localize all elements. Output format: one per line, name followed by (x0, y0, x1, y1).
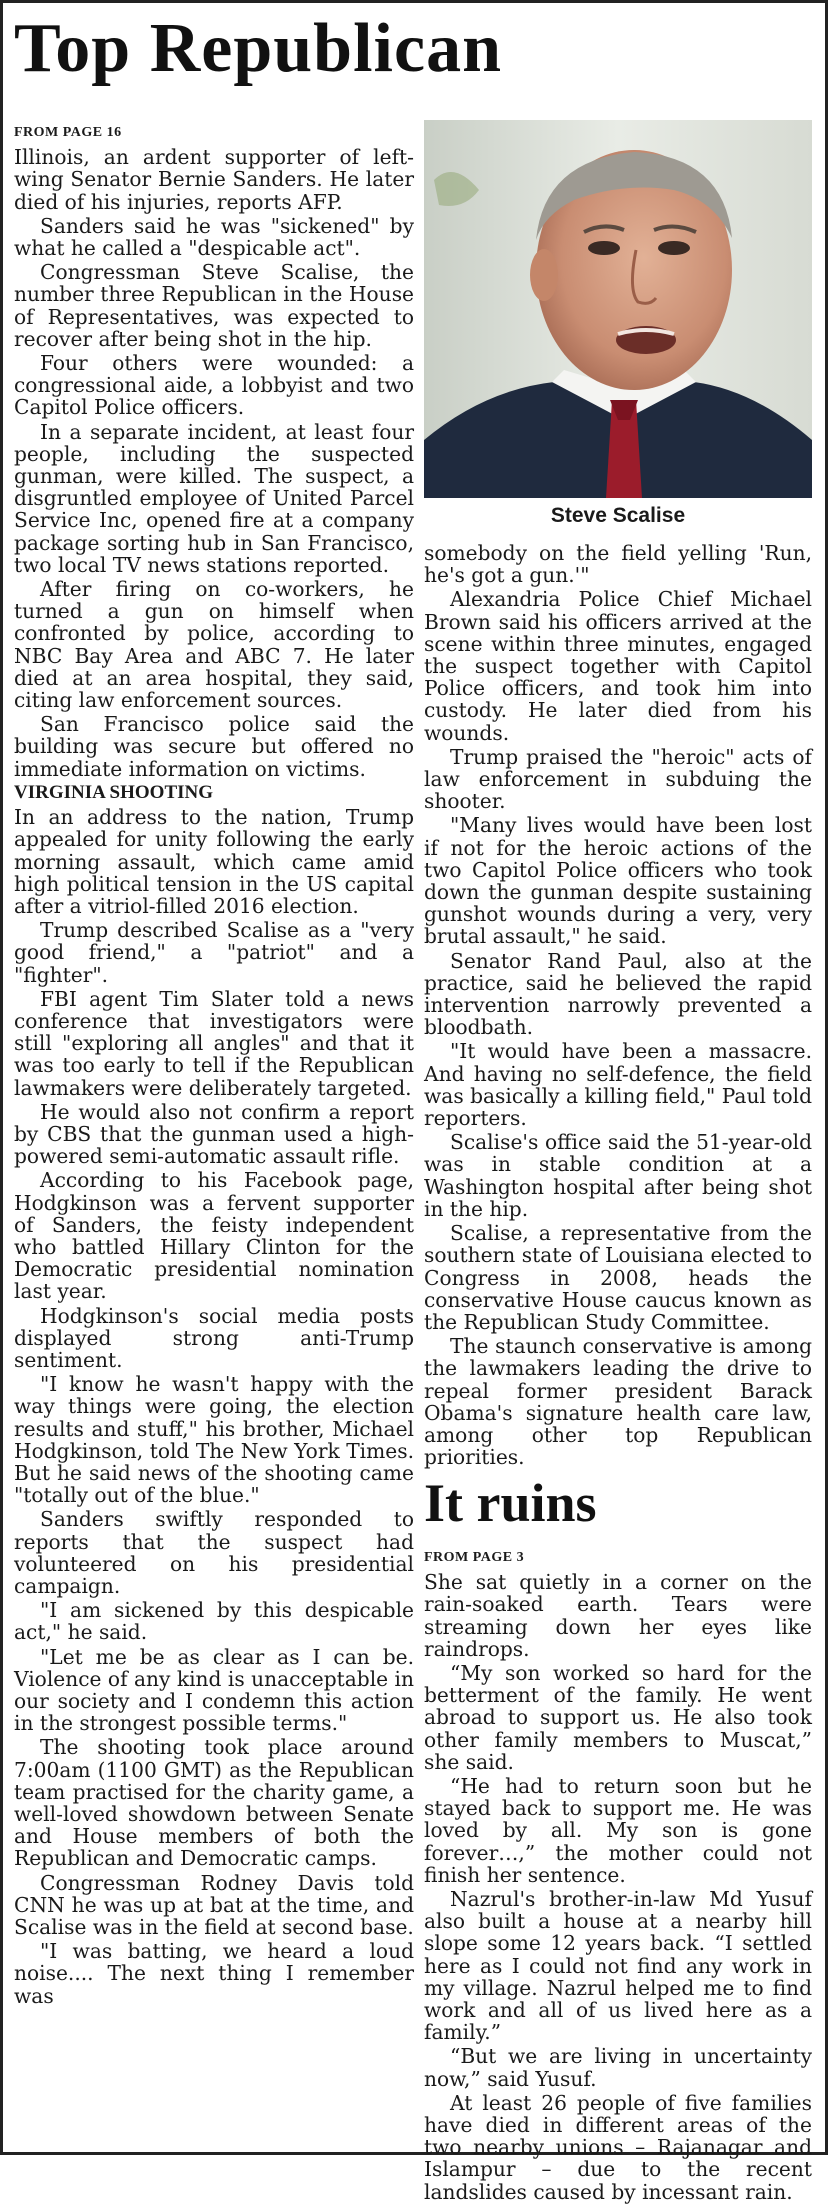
article-right-column (424, 542, 812, 1470)
paragraph: "It would have been a massacre. And having no self-defence, the field was basically a killing field," Paul told reporters. (424, 1039, 812, 1131)
paragraph: Trump described Scalise as a "very good friend," a "patriot" and a "fighter". (14, 918, 414, 987)
dateline: FROM PAGE 16 (14, 125, 122, 140)
second-article-headline: It ruins (424, 1473, 597, 1533)
paragraph: FBI agent Tim Slater told a news conference that investigators were still "exploring all angles" and that it was too early to tell if the Republican lawmakers were deliberately targeted. (14, 986, 414, 1100)
paragraph: “But we are living in uncertainty now,” said Yusuf. (424, 2044, 812, 2091)
paragraph: Scalise, a representative from the southern state of Louisiana elected to Congress in 2008, heads the conservative House caucus known as the Republican Study Committee. (424, 1221, 812, 1334)
paragraph: “My son worked so hard for the betterment of the family. He went abroad to support us. He also took other family members to Muscat,” she said. (424, 1661, 812, 1774)
paragraph: "I am sickened by this despicable act," he said. (14, 1598, 414, 1645)
photo-caption: Steve Scalise (550, 504, 686, 527)
portrait-photo (424, 120, 812, 498)
portrait-illustration (424, 120, 812, 498)
paragraph: Illinois, an ardent supporter of left-wing Senator Bernie Sanders. He later died of his injuries, reports AFP. (14, 145, 414, 214)
paragraph: Sanders said he was "sickened" by what he called a "despicable act". (14, 213, 414, 261)
paragraph: Congressman Rodney Davis told CNN he was up at bat at the time, and Scalise was in the field at second base. (14, 1870, 414, 1940)
paragraph: The shooting took place around 7:00am (1100 GMT) as the Republican team practised for the charity game, a well-loved showdown between Senate and House members of both the Republican and Democratic camps. (14, 1735, 414, 1871)
paragraph: In a separate incident, at least four people, including the suspected gunman, were killed. The suspect, a disgruntled employee of United Parcel Service Inc, opened fire at a company package sorting hub in San Francisco, two local TV news stations reported. (14, 419, 414, 577)
paragraph: somebody on the field yelling 'Run, he's got a gun.'" (424, 541, 812, 588)
paragraph: Nazrul's brother-in-law Md Yusuf also built a house at a nearby hill slope some 12 years back. “I settled here as I could not find any work in my village. Nazrul helped me to find work and all of us lived here as a family.” (424, 1887, 812, 2045)
paragraph: In an address to the nation, Trump appealed for unity following the early morning assault, which came amid high political tension in the US capital after a vitriol-filled 2016 election. (14, 805, 414, 918)
paragraph: Senator Rand Paul, also at the practice, said he believed the rapid intervention narrowly prevented a bloodbath. (424, 948, 812, 1040)
paragraph: "I know he wasn't happy with the way things were going, the election results and stuff," his brother, Michael Hodgkinson, told The New York Times. But he said news of the shooting came "totally out of the blue." (14, 1372, 414, 1508)
paragraph: "I was batting, we heard a loud noise.... The next thing I remember was (14, 1939, 414, 2008)
paragraph: He would also not confirm a report by CBS that the gunman used a high-powered semi-automatic assault rifle. (14, 1099, 414, 1169)
article-left-column (14, 122, 414, 2009)
paragraph: After firing on co-workers, he turned a gun on himself when confronted by police, according to NBC Bay Area and ABC 7. He later died at an area hospital, they said, citing law enforcement sources. (14, 577, 414, 713)
paragraph: Scalise's office said the 51-year-old was in stable condition at a Washington hospital after being shot in the hip. (424, 1130, 812, 1221)
paragraph: Sanders swiftly responded to reports that the suspect had volunteered on his presidential campaign. (14, 1507, 414, 1598)
paragraph: Hodgkinson's social media posts displayed strong anti-Trump sentiment. (14, 1303, 414, 1372)
article-headline: Top Republican (14, 10, 503, 87)
paragraph: "Let me be as clear as I can be. Violence of any kind is unacceptable in our society and I condemn this action in the strongest possible terms." (14, 1644, 414, 1736)
paragraph: Four others were wounded: a congressional aide, a lobbyist and two Capitol Police officers. (14, 351, 414, 420)
paragraph: The staunch conservative is among the lawmakers leading the drive to repeal former president Barack Obama's signature health care law, among other top Republican priorities. (424, 1334, 812, 1470)
paragraph: Congressman Steve Scalise, the number three Republican in the House of Representatives, was expected to recover after being shot in the hip. (14, 260, 414, 351)
paragraph: She sat quietly in a corner on the rain-soaked earth. Tears were streaming down her eyes like raindrops. (424, 1570, 812, 1661)
paragraph: San Francisco police said the building was secure but offered no immediate information on victims. (14, 712, 414, 781)
dateline: FROM PAGE 3 (424, 1550, 525, 1565)
second-article-column (424, 1547, 812, 2205)
paragraph: At least 26 people of five families have died in different areas of the two nearby unions – Rajanagar and Islampur – due to the recent landslides caused by incessant rain. (424, 2090, 812, 2204)
paragraph: Alexandria Police Chief Michael Brown said his officers arrived at the scene within three minutes, engaged the suspect together with Capitol Police officers, and took him into custody. He later died from his wounds. (424, 587, 812, 745)
paragraph: "Many lives would have been lost if not for the heroic actions of the two Capitol Police officers who took down the gunman despite sustaining gunshot wounds during a very, very brutal assault," he said. (424, 813, 812, 949)
paragraph: “He had to return soon but he stayed back to support me. He was loved by all. My son is gone forever…,” the mother could not finish her sentence. (424, 1774, 812, 1887)
paragraph: According to his Facebook page, Hodgkinson was a fervent supporter of Sanders, the feisty independent who battled Hillary Clinton for the Democratic presidential nomination last year. (14, 1168, 414, 1304)
paragraph: Trump praised the "heroic" acts of law enforcement in subduing the shooter. (424, 744, 812, 814)
subhead: VIRGINIA SHOOTING (14, 781, 214, 803)
